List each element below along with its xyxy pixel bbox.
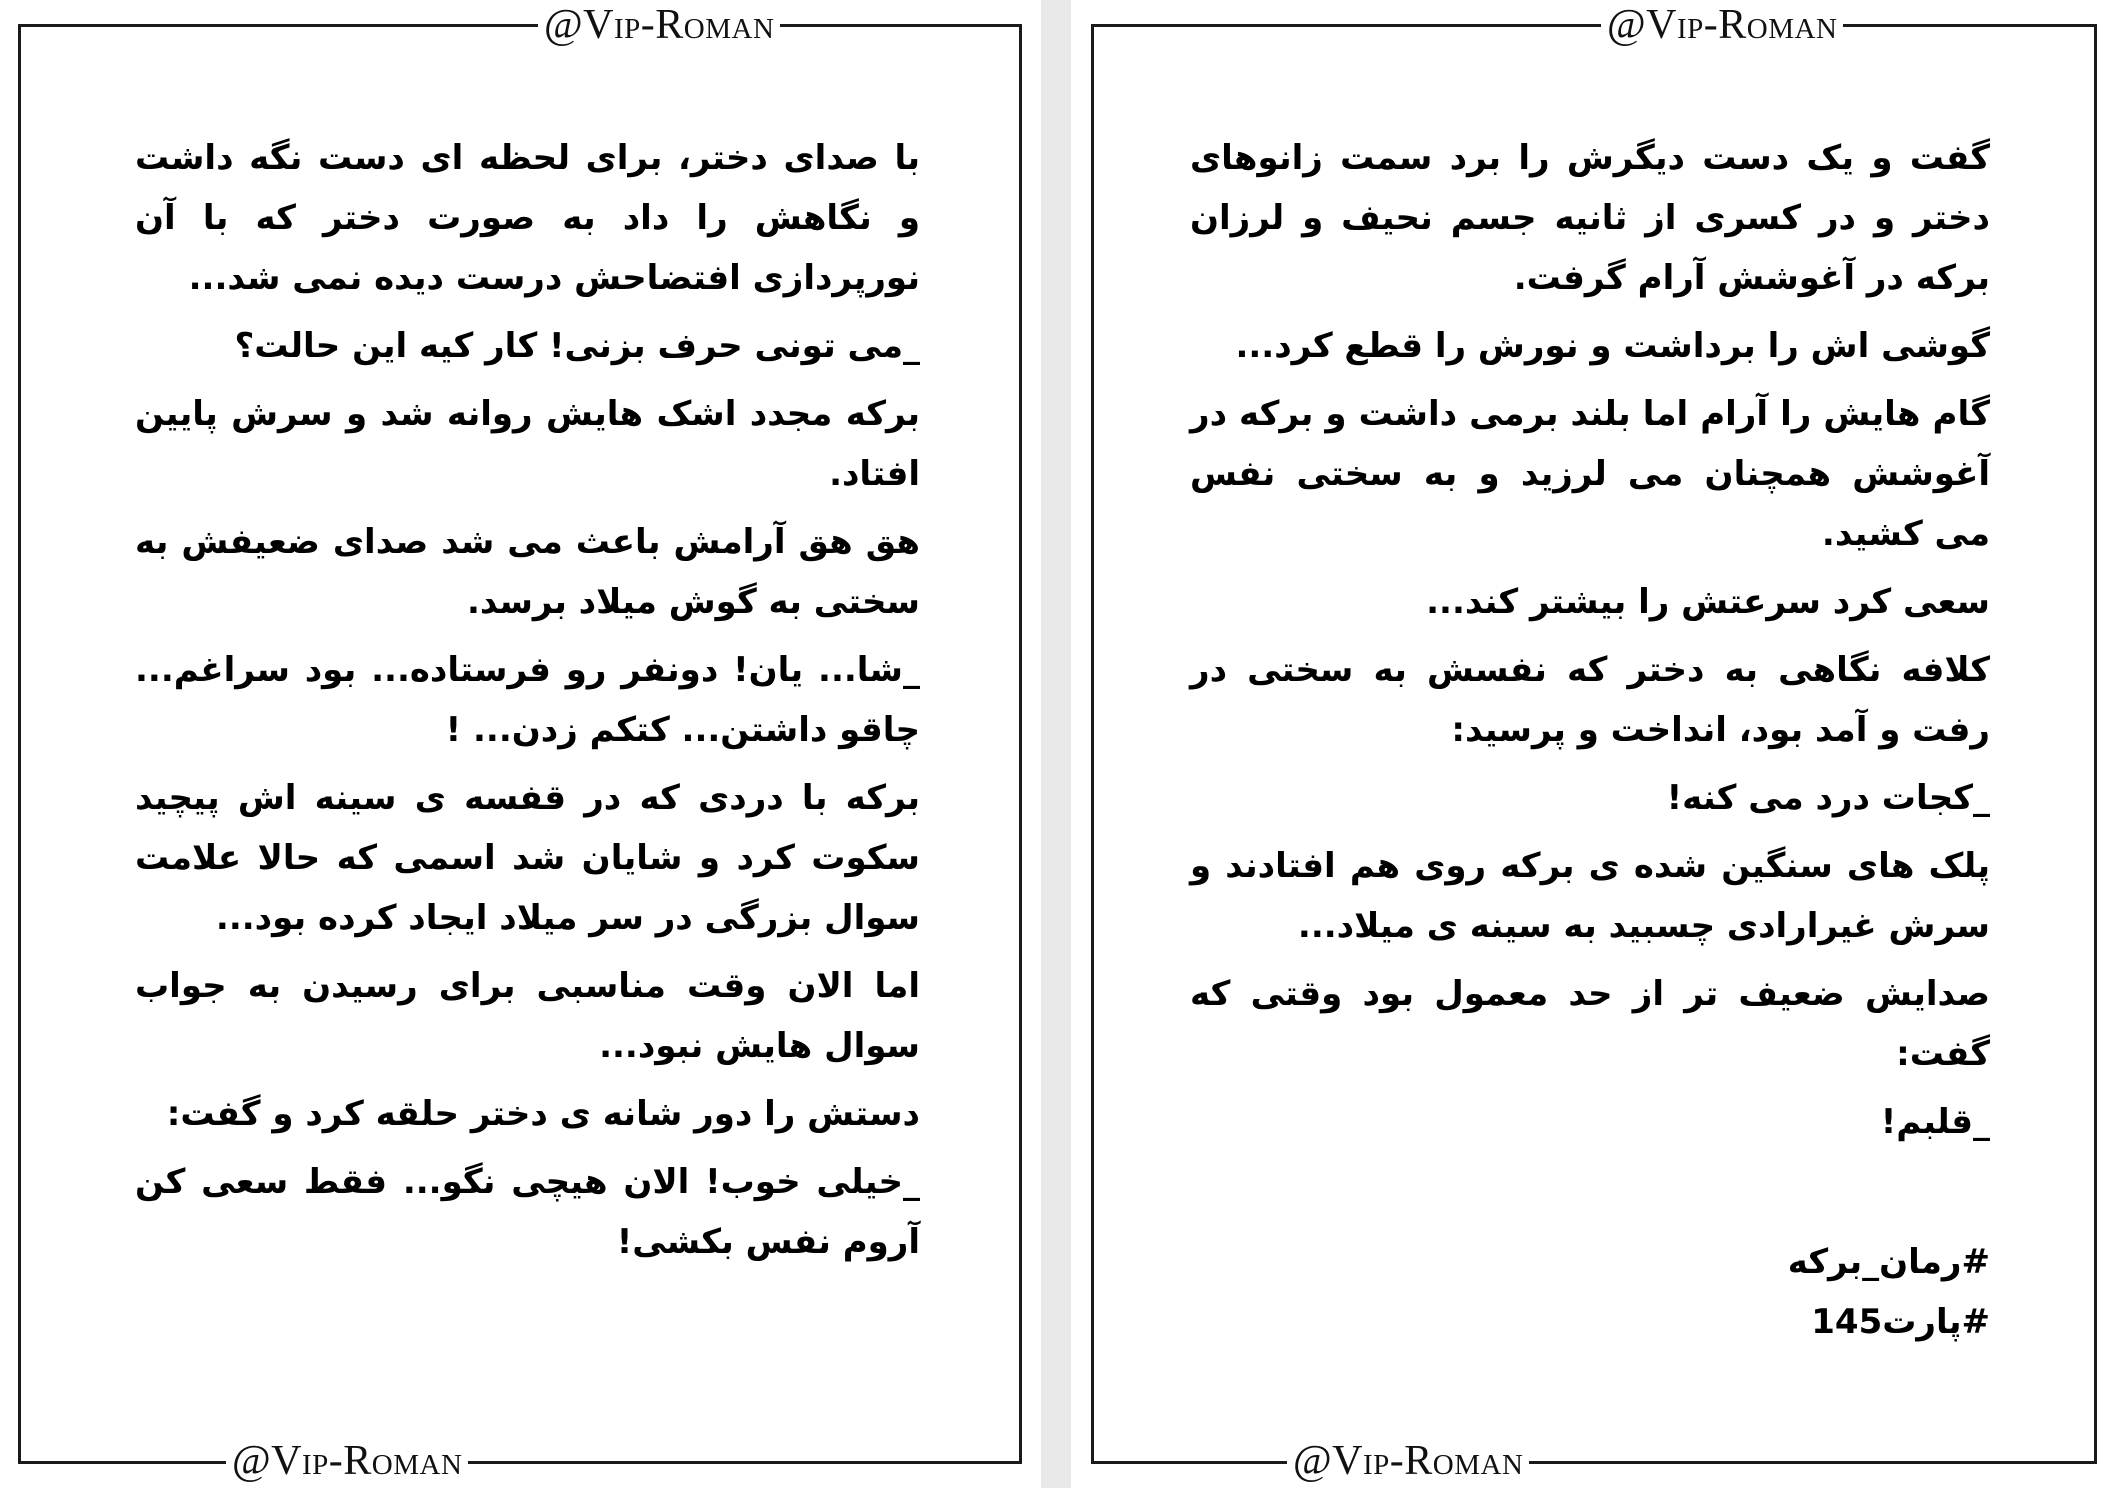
hashtag-part[interactable]: #پارت145 [1811, 1302, 1990, 1342]
paragraph: کلافه نگاهی به دختر که نفسش به سختی در رفت و آمد بود، انداخت و پرسید: [1190, 650, 1990, 750]
watermark-bottom: @Vip-Roman [226, 1433, 468, 1489]
paragraph: هق هق آرامش باعث می شد صدای ضعیفش به سختی به گوش میلاد برسد. [135, 522, 920, 622]
page-gutter [1041, 0, 1071, 1488]
paragraph: گام هایش را آرام اما بلند برمی داشت و برکه در آغوشش همچنان می لرزید و به سختی نفس می کشید. [1190, 394, 1990, 554]
paragraph: _خیلی خوب! الان هیچی نگو... فقط سعی کن آروم نفس بکشی! [135, 1162, 920, 1262]
left-body-text [135, 128, 920, 1280]
left-page [0, 0, 1041, 1488]
paragraph: _کجات درد می کنه! [1666, 778, 1990, 818]
frame-left-line [1091, 24, 1094, 1464]
paragraph: _می تونی حرف بزنی! کار کیه این حالت؟ [234, 326, 920, 366]
paragraph: _قلبم! [1880, 1102, 1990, 1142]
spacer [1190, 1160, 1990, 1232]
hashtag-novel[interactable]: #رمان_برکه [1787, 1242, 1990, 1282]
right-body-text [1190, 128, 1990, 1352]
frame-bottom-line [1091, 1461, 2097, 1464]
paragraph: پلک های سنگین شده ی برکه روی هم افتادند و سرش غیرارادی چسبید به سینه ی میلاد... [1190, 846, 1990, 946]
paragraph: اما الان وقت مناسبی برای رسیدن به جواب سوال هایش نبود... [135, 966, 920, 1066]
frame-left-line [18, 24, 21, 1464]
paragraph: با صدای دختر، برای لحظه ای دست نگه داشت و نگاهش را داد به صورت دختر که با آن نورپردازی افتضاحش درست دیده نمی شد... [135, 138, 920, 298]
watermark-top: @Vip-Roman [1601, 0, 1843, 53]
frame-top-line [18, 24, 1022, 27]
frame-bottom-line [18, 1461, 1022, 1464]
paragraph: دستش را دور شانه ی دختر حلقه کرد و گفت: [166, 1094, 920, 1134]
paragraph: برکه با دردی که در قفسه ی سینه اش پیچید سکوت کرد و شایان شد اسمی که حالا علامت سوال بزرگی در سر میلاد ایجاد کرده بود... [135, 778, 920, 938]
frame-right-line [1019, 24, 1022, 1464]
watermark-bottom: @Vip-Roman [1287, 1433, 1529, 1489]
paragraph: برکه مجدد اشک هایش روانه شد و سرش پایین افتاد. [135, 394, 920, 494]
paragraph: گوشی اش را برداشت و نورش را قطع کرد... [1235, 326, 1990, 366]
watermark-top: @Vip-Roman [538, 0, 780, 53]
paragraph: _شا... یان! دونفر رو فرستاده... بود سراغم... چاقو داشتن... کتکم زدن... ! [135, 650, 920, 750]
paragraph: صدایش ضعیف تر از حد معمول بود وقتی که گفت: [1190, 974, 1990, 1074]
right-page [1071, 0, 2116, 1488]
paragraph: گفت و یک دست دیگرش را برد سمت زانوهای دختر و در کسری از ثانیه جسم نحیف و لرزان برکه در آغوشش آرام گرفت. [1190, 138, 1990, 298]
frame-right-line [2094, 24, 2097, 1464]
frame-top-line [1091, 24, 2097, 27]
paragraph: سعی کرد سرعتش را بیشتر کند... [1426, 582, 1990, 622]
